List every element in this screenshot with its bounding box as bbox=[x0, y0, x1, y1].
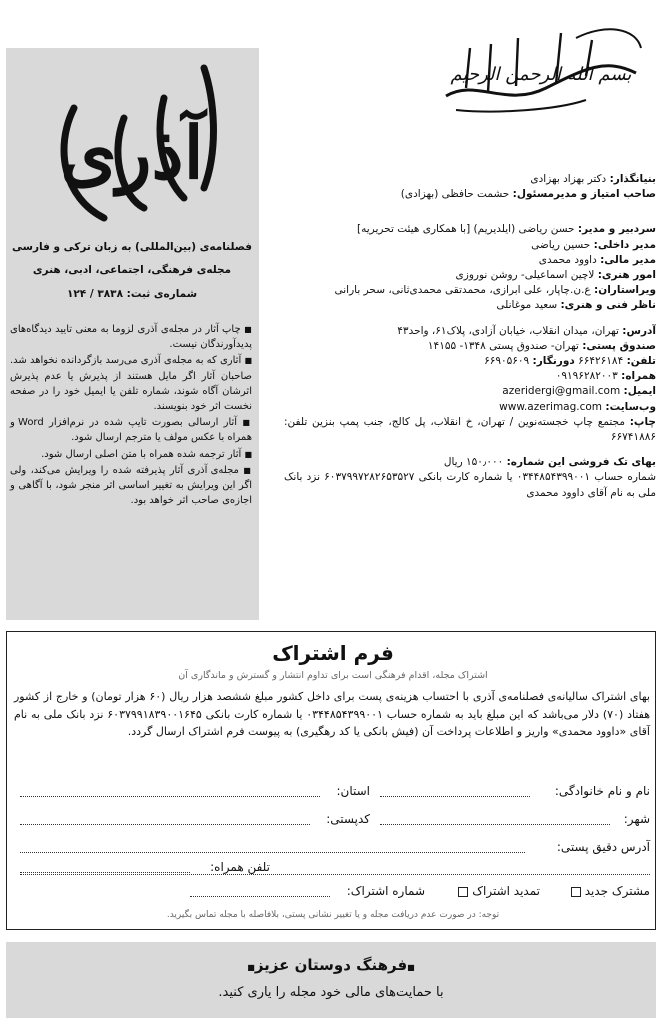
azeri-logo bbox=[14, 58, 250, 236]
name-label: نام و نام خانوادگی: bbox=[554, 784, 650, 798]
address-label: آدرس دقیق پستی: bbox=[556, 840, 650, 854]
province-field[interactable] bbox=[20, 784, 320, 797]
mobile-row: همراه: ۰۹۱۹۶۲۸۲۰۰۳ bbox=[555, 370, 656, 383]
name-field[interactable] bbox=[380, 784, 530, 797]
logo-text: آذری bbox=[60, 110, 204, 195]
price-row: بهای تک فروشی این شماره: ۱۵۰٫۰۰۰ ریال bbox=[443, 456, 656, 469]
address-row: آدرس: تهران، میدان انقلاب، خیابان آزادی، پلاک۶۱، واحد۴۳ bbox=[397, 324, 656, 337]
editor-row: سردبیر و مدیر: حسن ریاضی (ایلدیریم) [با همکاری هیئت تحریریه] bbox=[357, 223, 656, 236]
pobox-row: صندوق پستی: تهران- صندوق پستی ۱۳۴۸- ۱۴۱۵۵ bbox=[427, 339, 656, 352]
support-title: ■فرهنگ دوستان عزیز■ bbox=[247, 956, 415, 974]
basmala-text: بسم الله الرحمن الرحیم bbox=[450, 64, 632, 85]
masthead-line-2: مجله‌ی فرهنگی، اجتماعی، ادبی، هنری bbox=[32, 264, 232, 276]
subno-label: شماره اشتراک: bbox=[346, 884, 425, 898]
mobile-row-form bbox=[14, 860, 650, 882]
website-link[interactable]: www.azerimag.com bbox=[499, 400, 603, 413]
renew-option[interactable]: تمدید اشتراک bbox=[454, 884, 540, 898]
form-subtitle: اشتراک مجله، اقدام فرهنگی است برای تداوم انتشار و گسترش و ماندگاری آن bbox=[178, 670, 488, 681]
masthead-line-3: شماره‌ی ثبت: ۳۸۳۸ / ۱۲۴ bbox=[66, 288, 198, 300]
city-field[interactable] bbox=[380, 812, 610, 825]
subscription-type-row bbox=[14, 884, 650, 906]
masthead-notes bbox=[10, 322, 252, 509]
finance-row: مدیر مالی: داوود محمدی bbox=[538, 253, 656, 266]
owner-row: صاحب امتیاز و مدیرمسئول: حشمت حافظی (بهزادی) bbox=[400, 188, 656, 201]
masthead-line-1: فصلنامه‌ی (بین‌المللی) به زبان ترکی و فارسی bbox=[12, 241, 252, 253]
province-label: استان: bbox=[336, 784, 370, 798]
supervisor-row: ناظر فنی و هنری: سعید موغانلی bbox=[496, 299, 656, 312]
checkbox-icon bbox=[571, 887, 581, 897]
form-body: بهای اشتراک سالیانه‌ی فصلنامه‌ی آذری با احتساب هزینه‌ی پست برای داخل کشور مبلغ ششصد هزار ریال (۶۰ هزار تومان) و خارج از کشور هفتاد (۷۰) دلار می‌باشد که این مبلغ باید به شماره حساب ۰۳۴۴۸۵۴۳۹۹۰۰۱ یا شماره کارت بانکی ۶۰۳۷۹۹۱۸۳۹۰۰۱۶۴۵ نزد بانک ملی به نام آقای «داوود محمدی» واریز و اطلاعات پرداخت آن (فیش بانکی یا کد رهگیری) به پیوست فرم اشتراک ارسال گردد. bbox=[14, 690, 650, 738]
credits-column bbox=[284, 172, 656, 501]
internal-row: مدیر داخلی: حسین ریاضی bbox=[531, 238, 656, 251]
note-item: ■ چاپ آثار در مجله‌ی آذری لزوما به معنی تایید دیدگاه‌های پدیدآورندگان نیست. bbox=[10, 324, 252, 351]
new-subscriber-option[interactable]: مشترک جدید bbox=[567, 884, 650, 898]
note-item: ■ آثار ترجمه شده همراه با متن اصلی ارسال شود. bbox=[41, 448, 252, 460]
support-text: با حمایت‌های مالی خود مجله را یاری کنید. bbox=[218, 985, 444, 1000]
subno-field[interactable] bbox=[190, 884, 330, 897]
print-row: چاپ: مجتمع چاپ خجسته‌نوین / تهران، خ انقلاب، پل کالج، جنب پمپ بنزین تلفن: ۶۶۷۴۱۸۸۶ bbox=[284, 415, 656, 444]
postcode-label: کدپستی: bbox=[326, 812, 370, 826]
note-item: ■ آثار ارسالی بصورت تایپ شده در نرم‌افزار Word و همراه با عکس مولف یا مترجم ارسال شود. bbox=[10, 417, 253, 444]
note-item: ■ مجله‌ی آذری آثار پذیرفته شده را ویرایش می‌کند، ولی اگر این ویرایش به تغییر اساسی اثر منجر شود، با آگاهی و اجازه‌ی صاحب اثر خواهد بود. bbox=[10, 464, 252, 507]
note-item: ■ آثاری که به مجله‌ی آذری می‌رسد بازگردانده نخواهد شد. صاحبان آثار اگر مایل هستند از پذیرش یا عدم پذیرش اثرشان آگاه شوند، شماره تلفن یا ایمیل خود را در صفحه نخست اثر خود بنویسند. bbox=[9, 355, 252, 413]
form-note: توجه: در صورت عدم دریافت مجله و یا تغییر نشانی پستی، بلافاصله با مجله تماس بگیرید. bbox=[166, 910, 500, 920]
basmala-calligraphy bbox=[436, 18, 646, 123]
email-link[interactable]: azeridergi@gmail.com bbox=[502, 385, 621, 398]
account-row: شماره حساب ۰۳۴۴۸۵۴۳۹۹۰۰۱ یا شماره کارت بانکی ۶۰۳۷۹۹۷۲۸۲۶۵۳۵۲۷ نزد بانک ملی به نام آقای داوود محمدی bbox=[284, 471, 656, 499]
mobile-field[interactable] bbox=[20, 860, 190, 873]
editors-row: ویراستاران: ع.ن.چاپار، علی ابرازی، محمدتقی محمدی‌ثانی، سحر بارانی bbox=[334, 284, 656, 297]
email-row: ایمیل: azeridergi@gmail.com bbox=[502, 385, 656, 398]
checkbox-icon bbox=[458, 887, 468, 897]
founder-row: بنیانگذار: دکتر بهزاد بهزادی bbox=[530, 173, 656, 185]
address-row bbox=[14, 840, 650, 862]
art-row: امور هنری: لاچین اسماعیلی- روشن نوروزی bbox=[455, 269, 656, 282]
address-field[interactable] bbox=[20, 840, 525, 853]
postcode-field[interactable] bbox=[20, 812, 310, 825]
city-postcode-row bbox=[14, 812, 650, 834]
city-label: شهر: bbox=[623, 812, 650, 826]
website-row: وب‌سایت: www.azerimag.com bbox=[499, 400, 656, 413]
phone-row: تلفن: ۶۶۴۲۶۱۸۴ دورنگار: ۶۶۹۰۵۶۰۹ bbox=[484, 355, 656, 368]
mobile-label: تلفن همراه: bbox=[210, 860, 270, 874]
support-banner bbox=[6, 942, 656, 1018]
name-province-row bbox=[14, 784, 650, 806]
form-title: فرم اشتراک bbox=[272, 641, 394, 665]
